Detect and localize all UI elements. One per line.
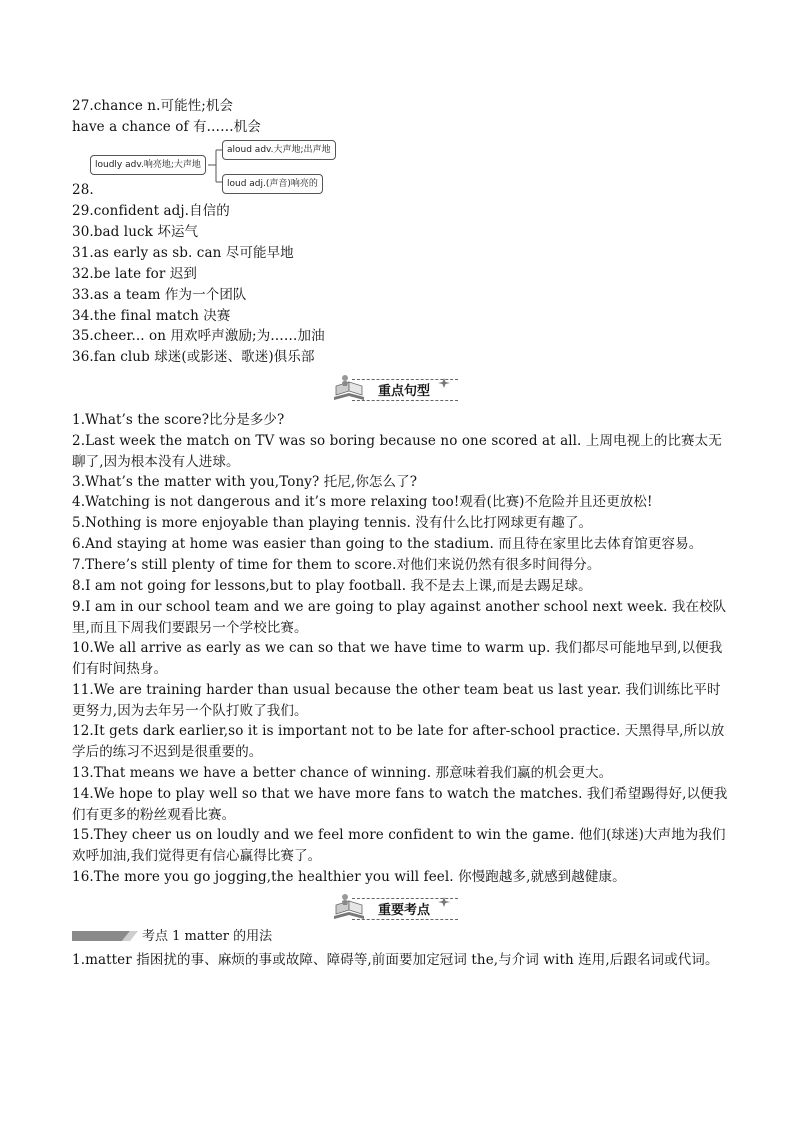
vocab-27-phrase: have a chance of 有……机会 [72, 119, 261, 135]
sparkle-icon [438, 377, 452, 389]
sentence-9: 9.I am in our school team and we are going to play against another school next week. 我在校队里,而且下周我们要跟另一个学校比赛。 [72, 599, 727, 636]
sentence-15: 15.They cheer us on loudly and we feel more confident to win the game. 他们(球迷)大声地为我们欢呼加油,我们觉得更有信心赢得比赛了。 [72, 827, 726, 864]
vocab-31: 31.as early as sb. can 尽可能早地 [72, 245, 294, 261]
sentence-6: 6.And staying at home was easier than going to the stadium. 而且待在家里比去体育馆更容易。 [72, 536, 703, 552]
section-title: 重要考点 [378, 903, 431, 918]
section-banner-key-sentences [330, 373, 462, 403]
vocab-36: 36.fan club 球迷(或影迷、歌迷)俱乐部 [72, 349, 315, 365]
vocab-27: 27.chance n.可能性;机会 [72, 98, 234, 114]
sentence-13: 13.That means we have a better chance of winning. 那意味着我们赢的机会更大。 [72, 765, 613, 781]
sentence-11: 11.We are training harder than usual because the other team beat us last year. 我们训练比平时更努力,因为去年另一个队打败了我们。 [72, 682, 721, 719]
sentence-1: 1.What’s the score?比分是多少? [72, 412, 285, 428]
vocab-29: 29.confident adj.自信的 [72, 203, 230, 219]
diagram-box-loud: loud adj.(声音)响亮的 [222, 174, 323, 194]
diagram-box-loudly: loudly adv.响亮地;大声地 [90, 155, 206, 175]
sentence-2: 2.Last week the match on TV was so boring because no one scored at all. 上周电视上的比赛太无聊了,因为根本没有人进球。 [72, 433, 722, 470]
vocab-28: 28. [72, 182, 94, 198]
section-title: 重点句型 [378, 384, 431, 399]
open-book-icon [330, 373, 370, 403]
sparkle-icon [438, 896, 452, 908]
vocab-33: 33.as a team 作为一个团队 [72, 287, 247, 303]
vocab-32: 32.be late for 迟到 [72, 266, 198, 282]
sentence-8: 8.I am not going for lessons,but to play football. 我不是去上课,而是去踢足球。 [72, 578, 592, 594]
sentence-4: 4.Watching is not dangerous and it’s more relaxing too!观看(比赛)不危险并且还更放松! [72, 494, 653, 510]
kaodian-tag-bar [72, 931, 138, 941]
sentence-10: 10.We all arrive as early as we can so that we have time to warm up. 我们都尽可能地早到,以便我们有时间热身。 [72, 640, 723, 677]
vocab-35: 35.cheer... on 用欢呼声激励;为……加油 [72, 328, 325, 344]
kaodian-label: 考点 1 matter 的用法 [142, 929, 273, 944]
vocab-34: 34.the final match 决赛 [72, 308, 231, 324]
vocab-30: 30.bad luck 坏运气 [72, 224, 199, 240]
sentence-7: 7.There’s still plenty of time for them to score.对他们来说仍然有很多时间得分。 [72, 557, 601, 573]
sentence-16: 16.The more you go jogging,the healthier you will feel. 你慢跑越多,就感到越健康。 [72, 869, 626, 885]
diagram-box-aloud: aloud adv.大声地;出声地 [222, 140, 336, 160]
section-banner-key-points [330, 892, 462, 922]
sentence-3: 3.What’s the matter with you,Tony? 托尼,你怎么了? [72, 474, 418, 490]
kaodian-paragraph-1: 1.matter 指困扰的事、麻烦的事或故障、障碍等,前面要加定冠词 the,与介词 with 连用,后跟名词或代词。 [72, 952, 719, 968]
open-book-icon [330, 892, 370, 922]
sentence-12: 12.It gets dark earlier,so it is important not to be late for after-school practice. 天黑得早,所以放学后的练习不迟到是很重要的。 [72, 723, 725, 760]
sentence-14: 14.We hope to play well so that we have more fans to watch the matches. 我们希望踢得好,以便我们有更多的粉丝观看比赛。 [72, 786, 728, 823]
sentence-5: 5.Nothing is more enjoyable than playing tennis. 没有什么比打网球更有趣了。 [72, 515, 593, 531]
